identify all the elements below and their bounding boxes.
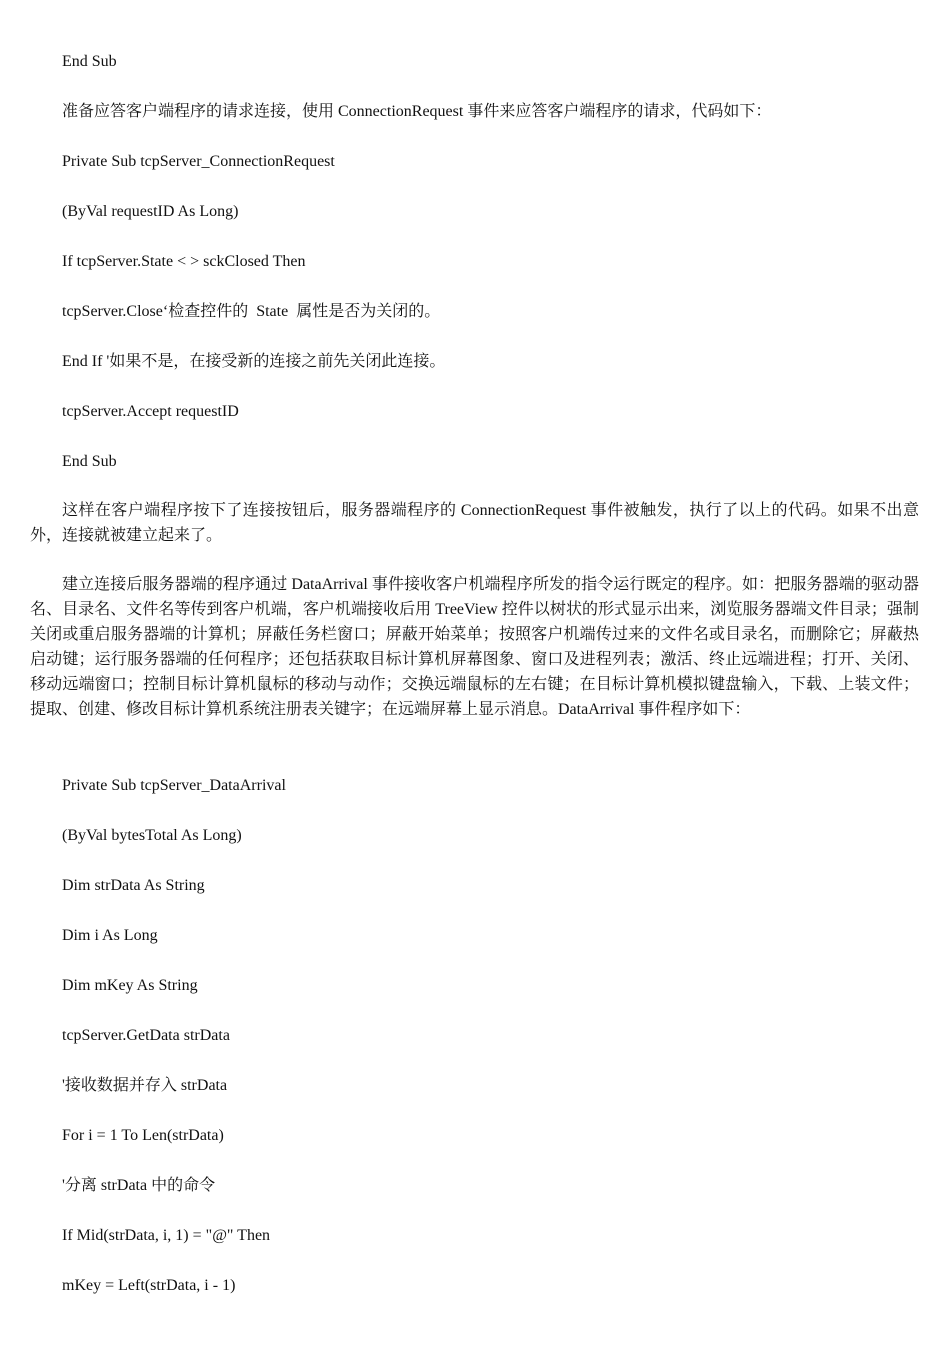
code-line-end-sub-2: End Sub: [62, 453, 117, 470]
paragraph-data-arrival-description: 建立连接后服务器端的程序通过 DataArrival 事件接收客户机端程序所发的指令运行既定的程序。如：把服务器端的驱动器名、目录名、文件名等传到客户机端，客户机端接收后用 TreeView 控件以树状的形式显示出来，浏览服务器端文件目录；强制关闭或重启服务器端的计算机；屏蔽任务栏窗口；屏蔽开始菜单；按照客户机端传过来的文件名或目录名，而删除它；屏蔽热启动键；运行服务器端的任何程序；还包括获取目标计算机屏幕图象、窗口及进程列表；激活、终止远端进程；打开、关闭、移动远端窗口；控制目标计算机鼠标的移动与动作；交换远端鼠标的左右键；在目标计算机模拟键盘输入，下载、上装文件；提取、创建、修改目标计算机系统注册表关键字；在远端屏幕上显示消息。DataArrival 事件程序如下：: [30, 576, 919, 718]
intro-line-connection-request: 准备应答客户端程序的请求连接，使用 ConnectionRequest 事件来应答客户端程序的请求，代码如下：: [62, 103, 772, 120]
code-line-dim-mkey: Dim mKey As String: [62, 977, 198, 994]
code-line-dim-strdata: Dim strData As String: [62, 877, 205, 894]
code-line-for-loop: For i = 1 To Len(strData): [62, 1127, 224, 1144]
code-line-close: tcpServer.Close‘检查控件的 State 属性是否为关闭的。: [62, 303, 441, 320]
code-line-byval-request-id: (ByVal requestID As Long): [62, 203, 239, 220]
code-line-end-if: End If '如果不是，在接受新的连接之前先关闭此连接。: [62, 353, 446, 370]
code-line-sub-connection-request: Private Sub tcpServer_ConnectionRequest: [62, 153, 335, 170]
code-line-if-state: If tcpServer.State < > sckClosed Then: [62, 253, 306, 270]
code-line-if-mid: If Mid(strData, i, 1) = "@" Then: [62, 1227, 271, 1244]
code-line-accept: tcpServer.Accept requestID: [62, 403, 239, 420]
paragraph-connection-established: 这样在客户端程序按下了连接按钮后，服务器端程序的 ConnectionRequest 事件被触发，执行了以上的代码。如果不出意外，连接就被建立起来了。: [30, 502, 919, 544]
code-line-mkey-left: mKey = Left(strData, i - 1): [62, 1277, 236, 1294]
code-line-comment-receive: '接收数据并存入 strData: [62, 1077, 228, 1094]
code-line-getdata: tcpServer.GetData strData: [62, 1027, 230, 1044]
code-line-end-sub-1: End Sub: [62, 53, 117, 70]
code-line-comment-separate: '分离 strData 中的命令: [62, 1177, 216, 1194]
code-line-byval-bytes-total: (ByVal bytesTotal As Long): [62, 827, 242, 844]
code-line-dim-i: Dim i As Long: [62, 927, 158, 944]
code-line-sub-data-arrival: Private Sub tcpServer_DataArrival: [62, 777, 286, 794]
